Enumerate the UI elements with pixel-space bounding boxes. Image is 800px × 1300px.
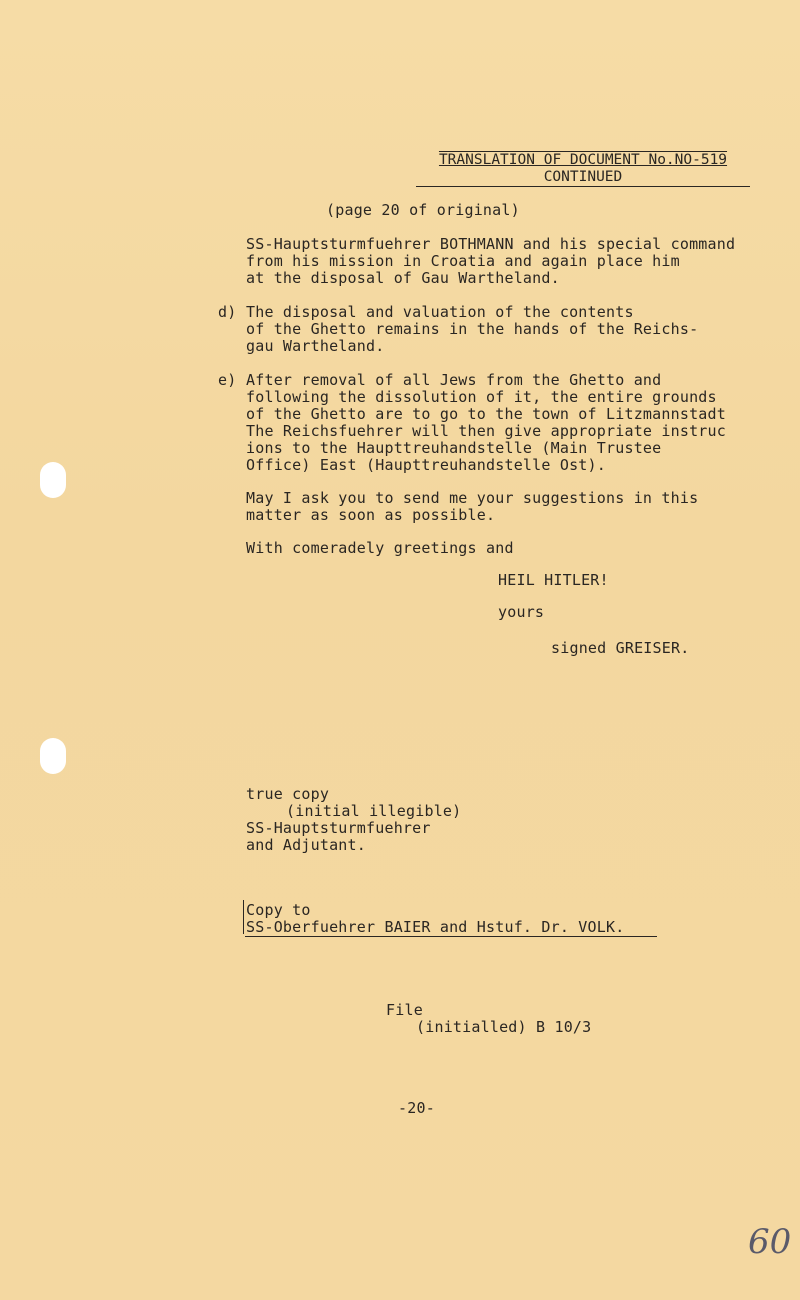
true-copy-line-1: true copy <box>246 785 330 803</box>
punch-hole <box>40 738 66 774</box>
closing: yours <box>498 603 545 621</box>
item-e-line-1: After removal of all Jews from the Ghetto and <box>246 371 662 389</box>
heading-underline <box>416 186 750 187</box>
copy-to-underline <box>245 936 657 937</box>
item-d-line-1: The disposal and valuation of the contents <box>246 303 634 321</box>
greeting: With comeradely greetings and <box>246 539 514 557</box>
punch-hole <box>40 462 66 498</box>
file-reference: (initialled) B 10/3 <box>416 1018 592 1036</box>
true-copy-line-3: SS-Hauptsturmfuehrer <box>246 819 431 837</box>
copy-to-recipients: SS-Oberfuehrer BAIER and Hstuf. Dr. VOLK. <box>246 918 625 936</box>
item-e-line-3: of the Ghetto are to go to the town of Litzmannstadt <box>246 405 726 423</box>
file-label: File <box>386 1001 423 1019</box>
item-d-marker: d) <box>218 303 237 321</box>
copy-to-label: Copy to <box>246 901 311 919</box>
copy-to-bracket <box>243 900 244 934</box>
salute: HEIL HITLER! <box>498 571 609 589</box>
handwritten-margin-note: 60 <box>748 1222 792 1262</box>
page-number: -20- <box>398 1099 435 1117</box>
intro-line-1: SS-Hauptsturmfuehrer BOTHMANN and his special command <box>246 235 736 253</box>
item-d-line-3: gau Wartheland. <box>246 337 385 355</box>
page-reference: (page 20 of original) <box>326 201 520 219</box>
item-e-line-5: ions to the Haupttreuhandstelle (Main Trustee <box>246 439 662 457</box>
heading-subtitle: CONTINUED <box>543 169 623 185</box>
intro-line-2: from his mission in Croatia and again place him <box>246 252 680 270</box>
item-e-line-2: following the dissolution of it, the entire grounds <box>246 388 717 406</box>
true-copy-line-4: and Adjutant. <box>246 836 366 854</box>
true-copy-line-2: (initial illegible) <box>286 802 462 820</box>
item-e-line-6: Office) East (Haupttreuhandstelle Ost). <box>246 456 606 474</box>
request-line-1: May I ask you to send me your suggestions in this <box>246 489 699 507</box>
heading-title: TRANSLATION OF DOCUMENT No.NO-519 <box>438 152 728 168</box>
signature: signed GREISER. <box>551 639 690 657</box>
request-line-2: matter as soon as possible. <box>246 506 496 524</box>
item-e-marker: e) <box>218 371 237 389</box>
item-e-line-4: The Reichsfuehrer will then give appropriate instruc <box>246 422 726 440</box>
document-heading <box>416 152 750 186</box>
intro-line-3: at the disposal of Gau Wartheland. <box>246 269 560 287</box>
item-d-line-2: of the Ghetto remains in the hands of the Reichs- <box>246 320 699 338</box>
